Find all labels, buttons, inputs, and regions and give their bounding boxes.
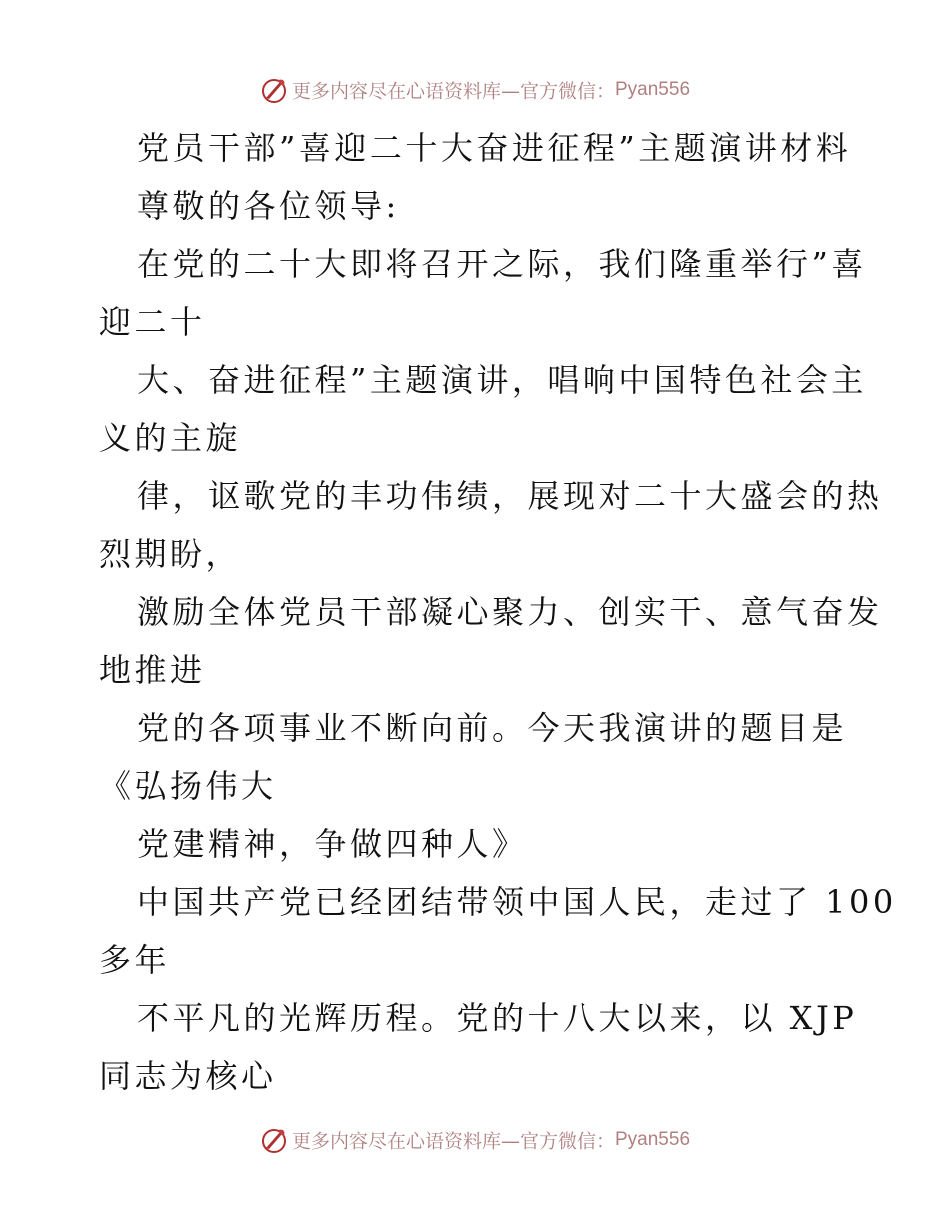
header-watermark xyxy=(0,76,950,104)
paragraph-line: 律，讴歌党的丰功伟绩，展现对二十大盛会的热 xyxy=(137,477,883,515)
watermark-text: 更多内容尽在心语资料库—官方微信： xyxy=(291,1130,615,1153)
paragraph-line: 多年 xyxy=(99,941,171,979)
feather-pen-logo-icon xyxy=(260,1126,288,1154)
paragraph-line: 激励全体党员干部凝心聚力、创实干、意气奋发 xyxy=(137,593,883,631)
document-title: 党员干部”喜迎二十大奋进征程”主题演讲材料 xyxy=(137,129,852,167)
paragraph-line: 党建精神，争做四种人》 xyxy=(137,825,528,863)
paragraph-line: 义的主旋 xyxy=(99,419,242,457)
paragraph-line: 党的各项事业不断向前。今天我演讲的题目是 xyxy=(137,709,848,747)
watermark-id: Pyan556 xyxy=(615,79,691,100)
paragraph-line: 中国共产党已经团结带领中国人民，走过了 100 xyxy=(137,883,897,921)
watermark-text: 更多内容尽在心语资料库—官方微信： xyxy=(291,80,615,103)
watermark-id: Pyan556 xyxy=(615,1129,691,1150)
paragraph-line: 在党的二十大即将召开之际，我们隆重举行”喜 xyxy=(137,245,867,283)
footer-watermark xyxy=(0,1126,950,1154)
paragraph-line: 迎二十 xyxy=(99,303,206,341)
salutation: 尊敬的各位领导: xyxy=(137,187,400,225)
paragraph-line: 大、奋进征程”主题演讲，唱响中国特色社会主 xyxy=(137,361,867,399)
paragraph-line: 不平凡的光辉历程。党的十八大以来，以 XJP xyxy=(137,999,858,1037)
paragraph-line: 地推进 xyxy=(99,651,206,689)
paragraph-line: 烈期盼， xyxy=(99,535,242,573)
paragraph-line: 《弘扬伟大 xyxy=(99,767,277,805)
paragraph-line: 同志为核心 xyxy=(99,1057,277,1095)
feather-pen-logo-icon xyxy=(260,76,288,104)
